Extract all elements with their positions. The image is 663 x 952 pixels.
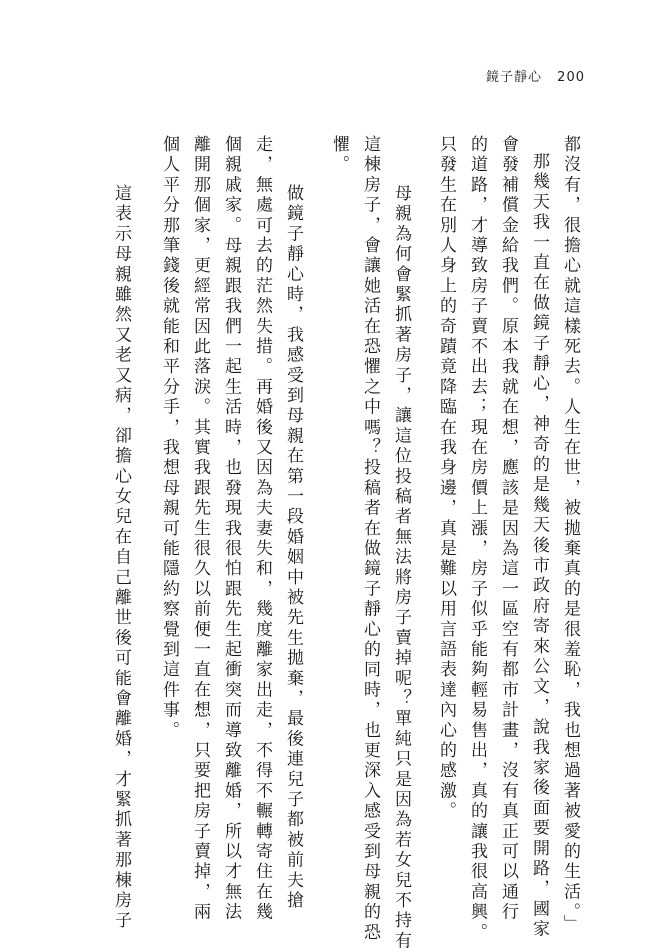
text-column: 母親為何會緊抓著房子，讓這位投稿者無法將房子賣掉呢？單純只是因為若女兒不持有 (391, 184, 411, 952)
text-column: 會發補償金給我們。原本我就在想，應該是因為這一區空有都市計畫，沒有真正可以通行 (498, 135, 518, 923)
text-column: 個人平分那筆錢後就能和平分手，我想母親可能隱約察覺到這件事。 (159, 135, 179, 741)
text-column: 這棟房子，會讓她活在恐懼之中嗎？投稿者在做鏡子靜心的同時，也更深入感受到母親的恐 (360, 135, 380, 943)
text-column: 這表示母親雖然又老又病，卻擔心女兒在自己離世後可能會離婚，才緊抓著那棟房子 (111, 184, 131, 932)
text-column: 只發生在別人身上的奇蹟竟降臨在我身邊，真是難以用言語表達內心的感激。 (436, 135, 456, 822)
text-column: 的道路，才導致房子賣不出去；現在房價上漲，房子似乎能夠輕易售出，真的讓我很高興。 (467, 135, 487, 943)
text-column: 都沒有，很擔心就這樣死去。人生在世，被拋棄真的是很羞恥，我也想過著被愛的生活。」 (560, 135, 580, 935)
text-column: 那幾天我一直在做鏡子靜心，神奇的是幾天後市政府寄來公文，說我家後面要開路，國家 (529, 152, 549, 940)
text-column: 走，無處可去的茫然失措。再婚後又因為夫妻失和，幾度離家出走，不得不輾轉寄住在幾 (252, 135, 272, 923)
running-head (486, 66, 585, 85)
text-column: 懼。 (329, 135, 349, 176)
running-head-title: 鏡子靜心 (486, 70, 543, 85)
text-column: 做鏡子靜心時，我感受到母親在第一段婚姻中被先生拋棄，最後連兒子都被前夫搶 (283, 184, 303, 912)
text-column: 個親戚家。母親跟我們一起生活時，也發現我很怕跟先生起衝突而導致離婚，所以才無法 (221, 135, 241, 923)
page-number: 200 (557, 70, 585, 85)
text-column: 離開那個家，更經常因此落淚。其實我跟先生很久以前便一直在想，只要把房子賣掉，兩 (190, 135, 210, 923)
